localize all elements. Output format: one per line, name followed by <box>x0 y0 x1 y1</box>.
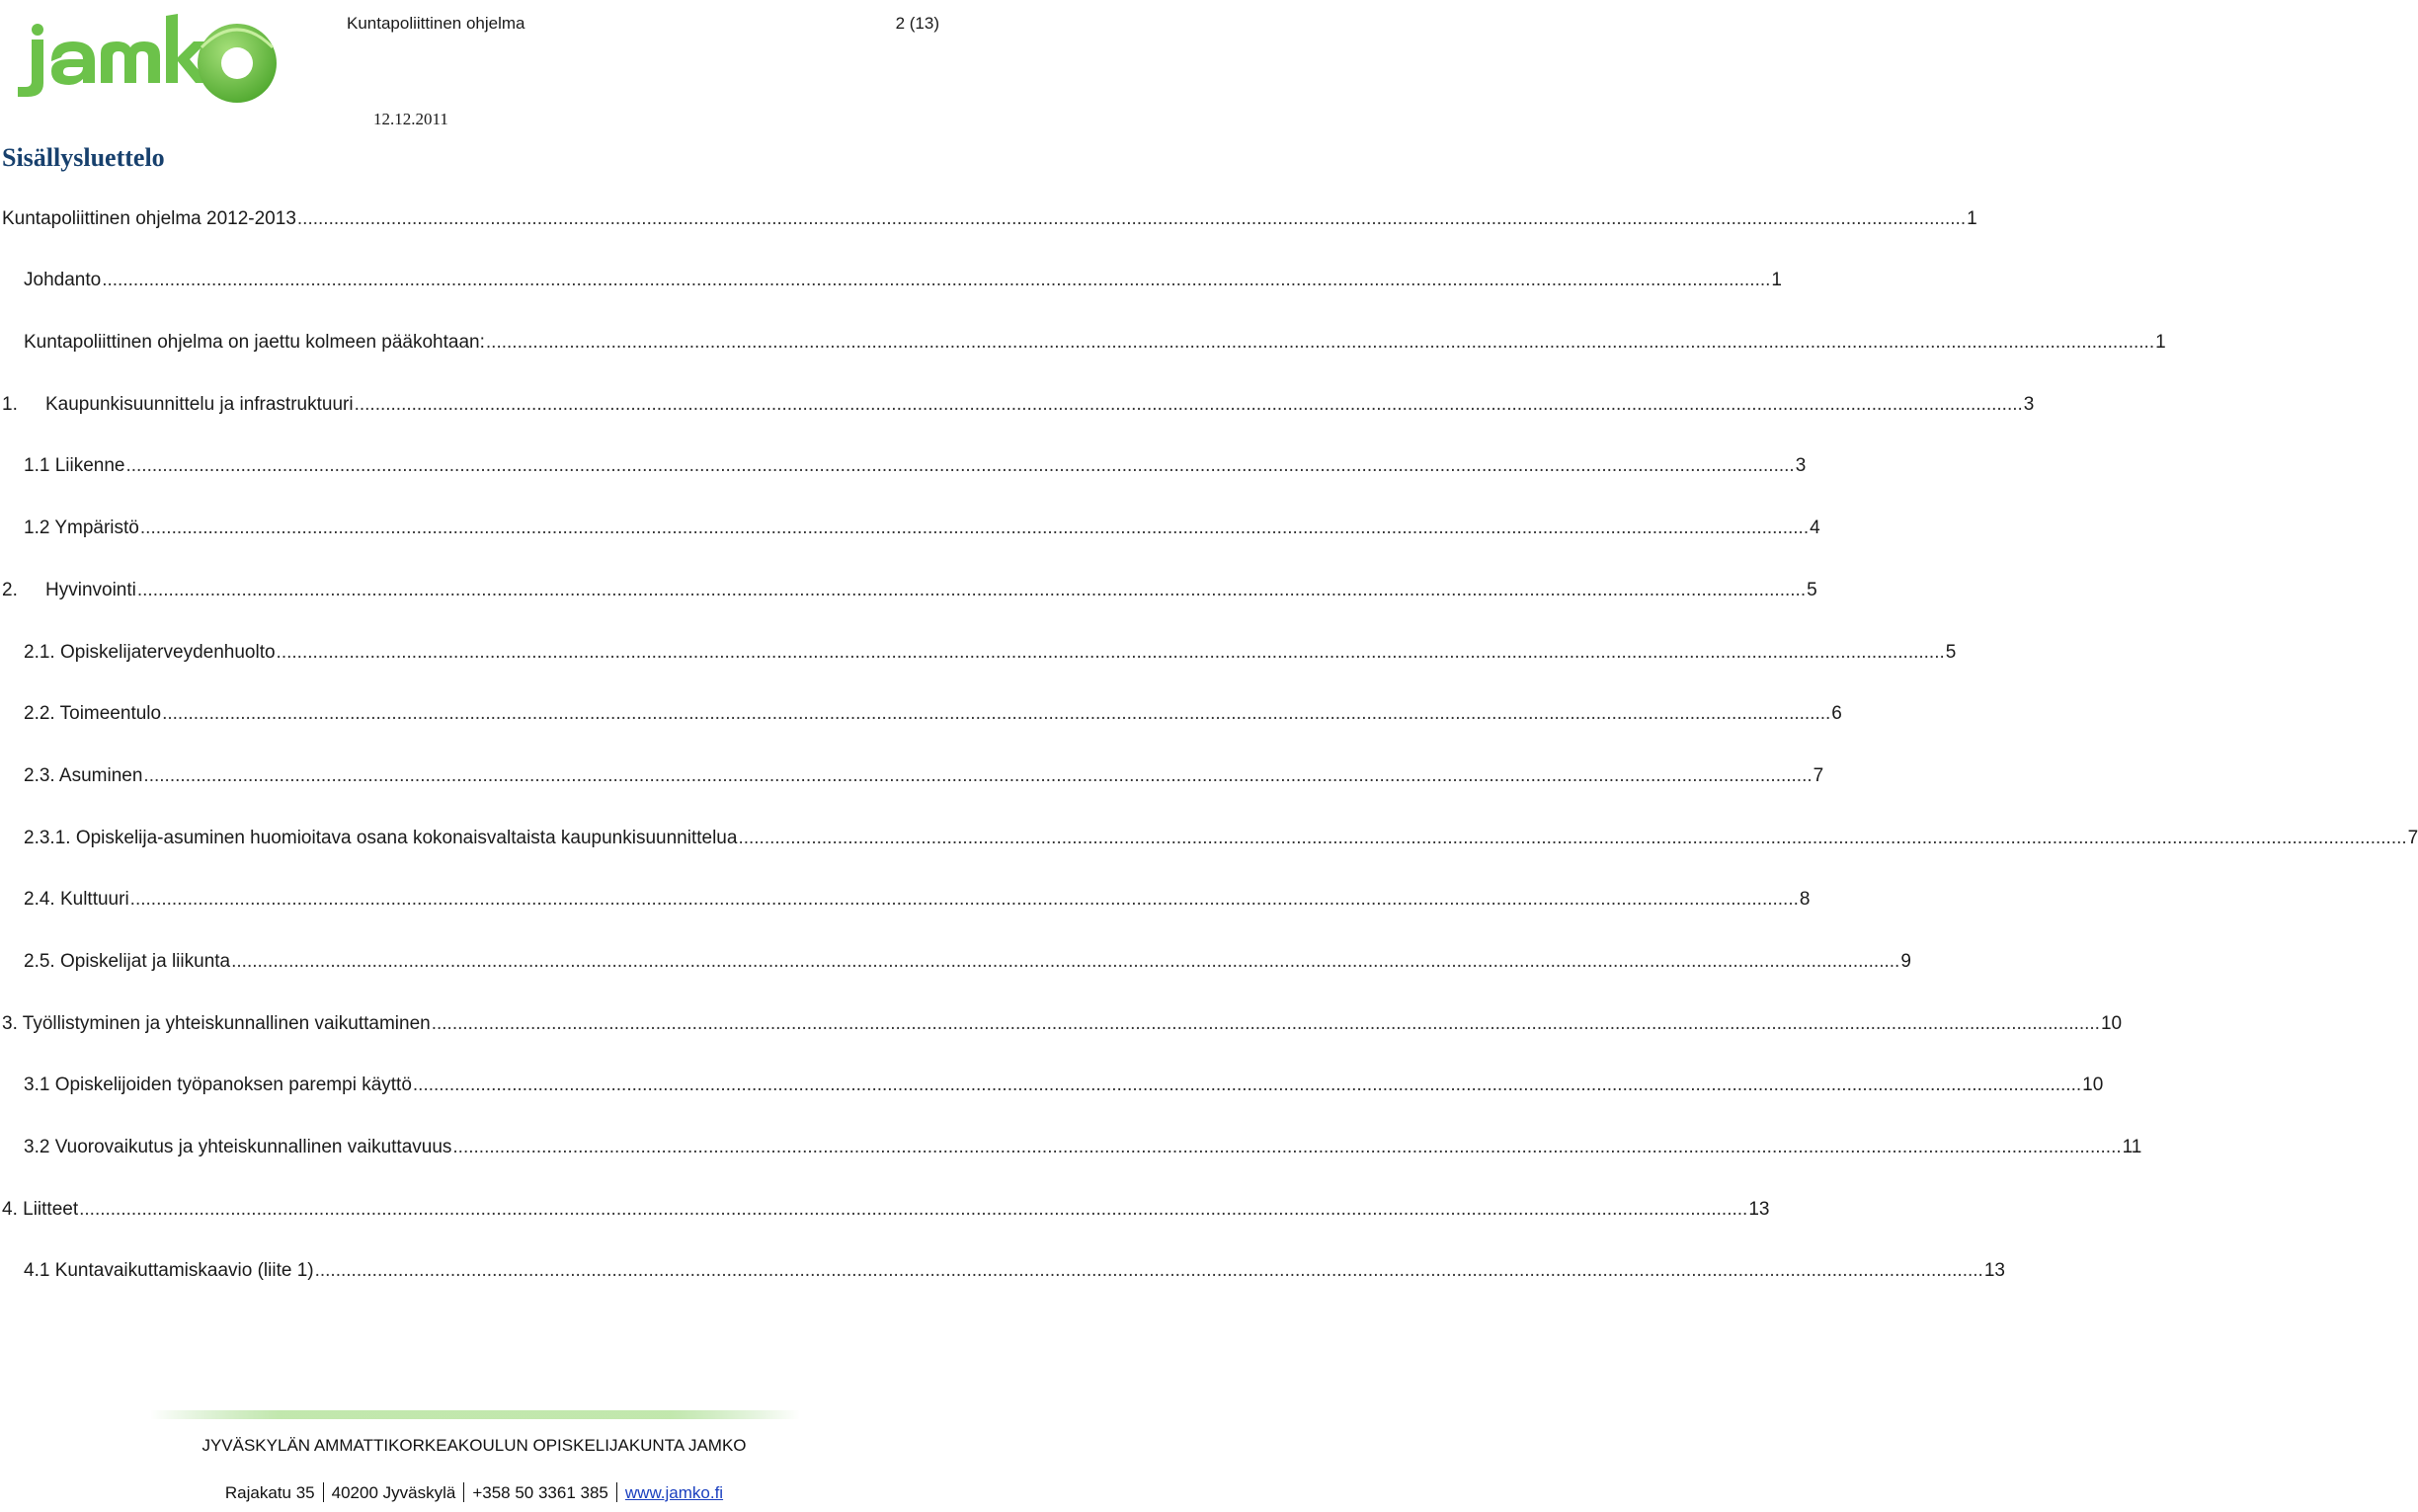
toc-entry-page: 8 <box>1799 889 1811 911</box>
toc-heading: Sisällysluettelo <box>2 143 165 172</box>
toc-entry-page: 9 <box>1900 950 1911 972</box>
toc-entry[interactable] <box>0 621 1957 683</box>
toc-entry[interactable] <box>0 559 1817 621</box>
toc-entry-label: 3.2 Vuorovaikutus ja yhteiskunnallinen vaikuttavuus <box>24 1137 452 1157</box>
toc-entry[interactable] <box>0 1240 2005 1303</box>
toc-entry[interactable] <box>0 1116 2142 1178</box>
footer-separator <box>323 1482 324 1502</box>
toc-entry[interactable] <box>0 869 1811 931</box>
toc-entry-page: 3 <box>1795 455 1807 477</box>
toc-entry[interactable] <box>0 1178 1770 1240</box>
header-page-indicator: 2 (13) <box>895 14 939 33</box>
toc-dot-leader <box>297 208 1966 230</box>
toc-entry[interactable] <box>0 250 1782 312</box>
toc-entry-label: Hyvinvointi <box>45 579 136 600</box>
toc-dot-leader <box>486 332 2154 354</box>
toc-dot-leader <box>140 517 1809 539</box>
toc-entry-page: 5 <box>1945 641 1957 663</box>
toc-entry[interactable] <box>0 807 2418 869</box>
toc-entry-label: 3.1 Opiskelijoiden työpanoksen parempi käyttö <box>24 1074 412 1096</box>
table-of-contents <box>0 188 2418 1302</box>
footer-postal: 40200 Jyväskylä <box>331 1483 456 1502</box>
toc-entry-label: Kuntapoliittinen ohjelma on jaettu kolmeen pääkohtaan: <box>24 332 485 354</box>
toc-dot-leader <box>315 1260 1983 1282</box>
toc-entry-label: 2.4. Kulttuuri <box>24 889 129 911</box>
toc-entry[interactable] <box>0 436 1807 498</box>
jamko-logo <box>4 2 282 128</box>
footer-contact <box>0 1482 948 1503</box>
toc-entry[interactable] <box>0 311 2166 373</box>
footer-website-link[interactable]: www.jamko.fi <box>624 1483 724 1502</box>
toc-dot-leader <box>79 1199 1747 1221</box>
footer-address: Rajakatu 35 <box>224 1483 315 1502</box>
toc-dot-leader <box>738 828 2406 849</box>
toc-entry-page: 10 <box>2100 1012 2123 1034</box>
toc-entry[interactable] <box>0 188 1977 250</box>
toc-dot-leader <box>143 765 1812 787</box>
toc-dot-leader <box>413 1074 2081 1096</box>
toc-entry[interactable] <box>0 993 2123 1055</box>
toc-entry-page: 5 <box>1807 579 1817 600</box>
header-date: 12.12.2011 <box>373 110 448 128</box>
toc-entry-page: 13 <box>1983 1260 2005 1282</box>
toc-entry-page: 1 <box>1967 207 1977 229</box>
toc-dot-leader <box>231 951 1899 973</box>
toc-entry[interactable] <box>0 373 2035 436</box>
toc-entry[interactable] <box>0 1055 2104 1117</box>
toc-entry-page: 6 <box>1831 703 1842 725</box>
toc-entry-label: Johdanto <box>24 270 102 291</box>
toc-entry-label: 2.3. Asuminen <box>24 764 143 786</box>
footer-organization: JYVÄSKYLÄN AMMATTIKORKEAKOULUN OPISKELIJAKUNTA JAMKO <box>202 1436 747 1455</box>
toc-entry-label: 2.2. Toimeentulo <box>24 703 162 725</box>
toc-entry-page: 3 <box>2023 393 2035 415</box>
header-document-title: Kuntapoliittinen ohjelma <box>347 14 525 33</box>
toc-entry-page: 7 <box>1813 764 1824 786</box>
toc-dot-leader <box>102 270 1770 291</box>
toc-entry-label: 2.1. Opiskelijaterveydenhuolto <box>24 641 276 663</box>
toc-entry-label: 1.2 Ympäristö <box>24 517 139 539</box>
toc-entry[interactable] <box>0 683 1842 746</box>
toc-entry-label: 4.1 Kuntavaikuttamiskaavio (liite 1) <box>24 1260 314 1282</box>
toc-entry-label: 2.5. Opiskelijat ja liikunta <box>24 950 231 972</box>
toc-entry-label: 3. Työllistyminen ja yhteiskunnallinen vaikuttaminen <box>2 1012 431 1034</box>
toc-dot-leader <box>277 642 1945 664</box>
toc-dot-leader <box>137 580 1806 601</box>
toc-entry-number: 2. <box>2 579 18 600</box>
toc-dot-leader <box>130 889 1799 911</box>
toc-entry-page: 11 <box>2122 1137 2142 1157</box>
toc-entry-label: 4. Liitteet <box>2 1198 79 1220</box>
toc-entry-page: 1 <box>2155 332 2166 354</box>
toc-entry-label: 2.3.1. Opiskelija-asuminen huomioitava osana kokonaisvaltaista kaupunkisuunnittelua <box>24 827 738 848</box>
toc-dot-leader <box>452 1137 2121 1158</box>
toc-entry-page: 4 <box>1810 517 1820 539</box>
toc-entry[interactable] <box>0 745 1824 807</box>
footer-phone: +358 50 3361 385 <box>472 1483 608 1502</box>
footer-separator <box>463 1482 464 1502</box>
toc-dot-leader <box>125 455 1794 477</box>
footer-gradient-rule <box>150 1410 800 1419</box>
toc-entry-page: 7 <box>2407 827 2418 848</box>
toc-dot-leader <box>162 703 1830 725</box>
toc-entry[interactable] <box>0 497 1820 559</box>
toc-entry-page: 10 <box>2082 1074 2104 1096</box>
toc-entry-page: 1 <box>1771 270 1782 291</box>
toc-entry[interactable] <box>0 930 1911 993</box>
toc-dot-leader <box>355 394 2023 416</box>
toc-entry-label: Kuntapoliittinen ohjelma 2012-2013 <box>2 207 296 229</box>
toc-entry-number: 1. <box>2 393 18 415</box>
toc-entry-label: 1.1 Liikenne <box>24 455 125 477</box>
toc-entry-label: Kaupunkisuunnittelu ja infrastruktuuri <box>45 393 354 415</box>
toc-dot-leader <box>432 1013 2100 1035</box>
footer-separator <box>616 1482 617 1502</box>
toc-entry-page: 13 <box>1748 1198 1770 1220</box>
